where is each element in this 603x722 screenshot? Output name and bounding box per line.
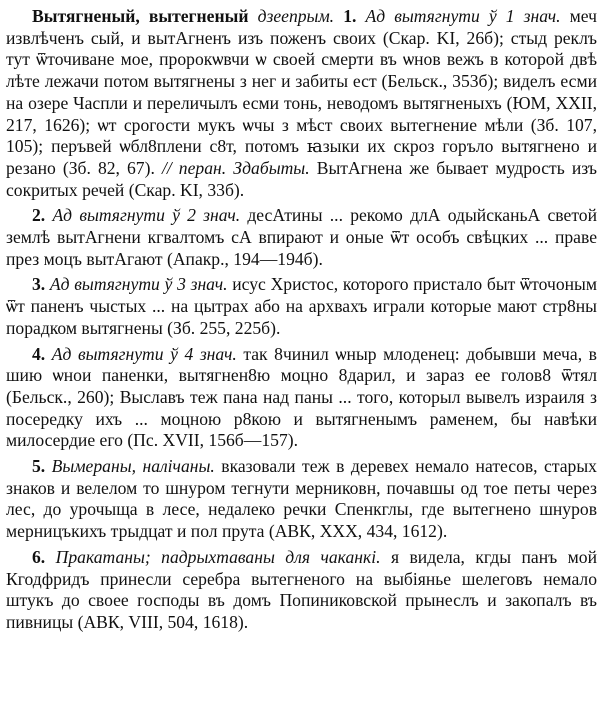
sense-5-label: Вымераны, налічаны.: [51, 456, 215, 477]
sense-2-label: Ад вытягнути ў 2 знач.: [52, 205, 241, 226]
sense-4-paragraph: [6, 344, 597, 453]
sense-1-number: 1.: [343, 6, 357, 26]
sense-3-label: Ад вытягнути ў 3 знач.: [49, 274, 228, 295]
sense-3-text: исус Христос, которого пристало быт ѿточоным ѿт паненъ чыстых ... на цытрах або на архвахъ играли которые мают стр8ны порадком вытягнены (Зб. 255, 225б).: [6, 274, 597, 338]
sense-5-number: 5.: [32, 456, 46, 477]
sense-2-paragraph: [6, 205, 597, 270]
sense-5-text: вказовали теж в деревех немало натесов, старых знаков и велелом то шнуром тегнути мерниковн, почавшы од тое петы через лес, до урочыща в лесе, недалеко речки Спенкглы, где вытегнено шнуров мерницъкихъ трыдцат и пол прута (АВК, XXX, 434, 1612).: [6, 456, 597, 542]
figurative-gloss: Здабыты.: [233, 157, 310, 178]
sense-6-paragraph: [6, 547, 597, 634]
sense-3-number: 3.: [32, 274, 46, 295]
sense-2-number: 2.: [32, 205, 46, 226]
sense-4-label: Ад вытягнути ў 4 знач.: [51, 343, 237, 364]
sense-4-number: 4.: [32, 343, 46, 364]
sense-6-number: 6.: [32, 546, 46, 567]
sense-6-label: Пракатаны; падрыхтаваны для чаканкі.: [55, 546, 381, 567]
sense-2-text: десАтины ... рекомо длА одыйсканьА светой землѣ вытАгнени кгвалтомъ сА впирают и оные ѿт особъ свѣцких ... праве през моцъ вытАгают (Апакр., 194—194б).: [6, 205, 597, 269]
figurative-text: ВытАгнена же бывает мудрость изъ сокритых речей (Скар. KI, 33б).: [6, 157, 597, 200]
sense-1-label: Ад вытягнути ў 1 знач.: [365, 6, 561, 26]
sense-4-text: так 8чинил ѡныр млоденец: добывши меча, в шию ѡнои паненки, вытягнен8ю моцно 8дарил, и зараз ее голов8 ѿтял (Бельск., 260); Выславъ теж пана над паны ... того, которыл вывелъ израиля з посередку ихъ ... моцною р8кою и вытягненымъ раменем, бы навѣки милосердие его (Пс. XVII, 156б—157).: [6, 343, 597, 451]
part-of-speech: дзеепрым.: [257, 6, 335, 26]
headword: Вытягненый, вытегненый: [32, 6, 249, 26]
sense-1-paragraph: [6, 6, 597, 201]
sense-5-paragraph: [6, 456, 597, 543]
sense-3-paragraph: [6, 274, 597, 339]
figurative-marker: // перан.: [161, 157, 227, 178]
sense-6-text: я видела, кгды панъ мой Кгодфридъ принесли серебра вытегненого на выбіянье шелеговъ немало штукъ до своее господы въ домъ Попиниковской прынеслъ и закопалъ въ пивницы (АВК, VIII, 504, 1618).: [6, 546, 597, 632]
sense-1-text: меч извлѣченъ сый, и вытАгненъ изъ поженъ своих (Скар. KI, 26б); стыд реклъ тут ѿточиване мое, пророкѡвчи ѡ своей смерти въ ѡнов вежъ в которой двѣ лѣте лежачи потом вытягнены з нег и забиты ест (Бельск., 353б); виделъ есми на озере Часпли и переличылъ есми тонь, неводомъ вытягненыхъ (ЮМ, XXII, 217, 1626); ѡт срогости мукъ ѡчы з мѣст своих вытегнение мѣли (Зб. 107, 105); перъвей ѡбл8плени с8т, потомъ ꙗзыки их скроз горъло вытягнено и резано (Зб. 82, 67).: [6, 6, 598, 178]
